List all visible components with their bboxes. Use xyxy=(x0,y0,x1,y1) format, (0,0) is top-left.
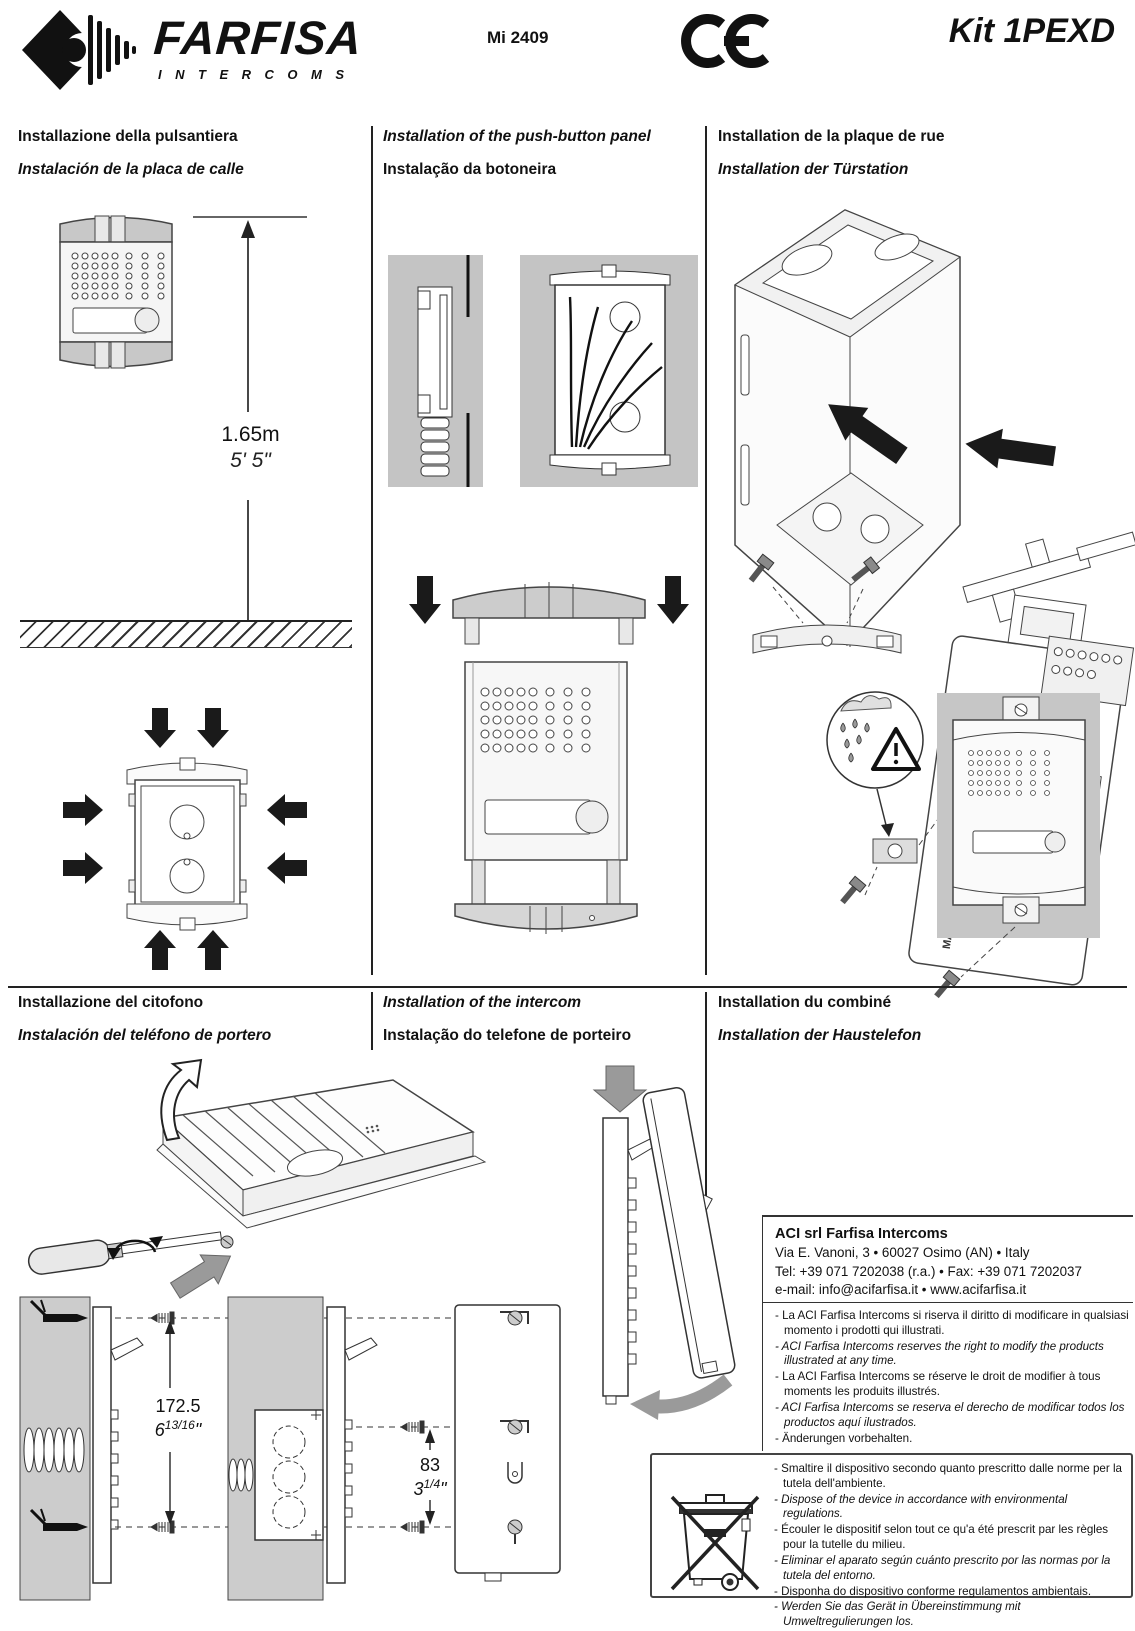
fixing-imperial: $6^{13/16}$" xyxy=(154,1417,202,1440)
height-imperial: 5' 5" xyxy=(230,449,271,473)
legal-note-en: - ACI Farfisa Intercoms reserves the right to modify the products illustrated at any time. xyxy=(775,1339,1104,1368)
company-email-web: e-mail: info@acifarfisa.it • www.acifarfisa.it xyxy=(775,1282,1027,1298)
farfisa-logo-icon xyxy=(22,10,140,90)
disposal-note-it: - Smaltire il dispositivo secondo quanto prescritto dalle norme per la tutela dell'ambiente. xyxy=(774,1462,1122,1490)
mounting-height-label xyxy=(193,422,308,475)
section2-col1-heading xyxy=(18,994,363,1044)
heading-de: Installation der Türstation xyxy=(718,161,909,179)
screwdriver-illustration xyxy=(27,1223,223,1276)
hole-distance-label xyxy=(385,1455,475,1500)
section1-col3-heading xyxy=(718,128,1118,178)
intercom-cover-tilted xyxy=(642,1085,744,1379)
flush-box-side-view xyxy=(388,255,483,487)
down-arrow-icon xyxy=(594,1066,646,1112)
hole-imperial: $3^{1/4}$" xyxy=(413,1476,447,1499)
section1-col1-heading xyxy=(18,128,363,178)
disposal-box xyxy=(650,1453,1133,1629)
cover-insert-diagram xyxy=(405,556,693,652)
heading-fr: Installation du combiné xyxy=(718,994,892,1011)
brand-subtitle: INTERCOMS xyxy=(158,67,358,82)
wheelie-bin-icon xyxy=(670,1483,762,1591)
column-divider-1 xyxy=(371,126,373,975)
section1-col2-heading xyxy=(383,128,698,178)
swing-arrow-icon xyxy=(652,1380,728,1406)
heading-en: Installation of the push-button panel xyxy=(383,128,651,145)
intercom-open-diagram xyxy=(15,1058,485,1286)
document-code: Mi 2409 xyxy=(487,28,549,47)
brand-name: FARFISA xyxy=(152,11,364,64)
legal-note-it: - La ACI Farfisa Intercoms si riserva il diritto di modificare in qualsiasi momento i prodotti qui illustrati. xyxy=(775,1309,1129,1337)
company-address: Via E. Vanoni, 3 • 60027 Osimo (AN) • Italy xyxy=(775,1245,1030,1261)
down-arrow-icon xyxy=(657,576,689,624)
warning-icon xyxy=(827,692,923,788)
fixing-metric: 172.5 xyxy=(155,1396,201,1416)
front-panel-assembly xyxy=(440,654,655,942)
legal-note-es: - ACI Farfisa Intercoms se reserva el derecho de modificar todos los productos aquí ilustrados. xyxy=(775,1400,1125,1429)
disposal-note-fr: - Écouler le dispositif selon tout ce qu'a été prescrit par les règles pour la tutelle du milieu. xyxy=(774,1523,1109,1552)
column-divider-2 xyxy=(705,126,707,975)
heading-en: Installation of the intercom xyxy=(383,994,582,1011)
back-box-exploded-view xyxy=(715,195,1135,985)
intercom-back-plate xyxy=(455,1305,560,1581)
kit-title: Kit 1PEXD xyxy=(948,12,1115,50)
disposal-note-en: - Dispose of the device in accordance with environmental regulations. xyxy=(774,1492,1068,1521)
height-metric: 1.65m xyxy=(221,423,280,446)
disposal-note-pt: - Disponha do dispositivo conforme regulamentos ambientais. xyxy=(774,1584,1092,1598)
heading-it: Installazione del citofono xyxy=(18,994,204,1011)
door-panel-illustration xyxy=(55,208,177,376)
company-phone-fax: Tel: +39 071 7202038 (r.a.) • Fax: +39 071 7202037 xyxy=(775,1263,1082,1279)
heading-es: Instalación del teléfono de portero xyxy=(18,1027,272,1045)
contact-box xyxy=(762,1215,1133,1305)
legal-notes xyxy=(762,1302,1133,1451)
column-divider-3 xyxy=(371,992,373,1050)
fixing-distance-label xyxy=(123,1396,233,1441)
disposal-notes xyxy=(774,1462,1126,1631)
heading-it: Installazione della pulsantiera xyxy=(18,128,238,145)
heading-pt: Instalação da botoneira xyxy=(383,161,557,179)
section2-col3-heading xyxy=(718,994,1118,1044)
intercom-hook-on-diagram xyxy=(560,1058,765,1418)
legal-note-de: - Änderungen vorbehalten. xyxy=(775,1431,913,1445)
disposal-note-de: - Werden Sie das Gerät in Übereinstimmung mit Umweltregulierungen los. xyxy=(774,1600,1021,1629)
hole-metric: 83 xyxy=(419,1455,441,1475)
heading-es: Instalación de la placa de calle xyxy=(18,161,244,179)
farfisa-logo xyxy=(22,10,362,90)
company-name: ACI srl Farfisa Intercoms xyxy=(775,1226,948,1242)
flush-box-press-diagram xyxy=(45,690,325,988)
section-divider-rule xyxy=(8,986,1127,988)
disposal-note-es: - Eliminar el aparato según cuánto prescrito por las normas por la tutela del entorno. xyxy=(774,1553,1111,1582)
legal-note-fr: - La ACI Farfisa Intercoms se réserve le droit de modifier à tous moments les produits illustrés. xyxy=(775,1370,1101,1399)
ce-mark-icon xyxy=(676,14,768,68)
mounting-dimensions-diagram xyxy=(15,1290,560,1600)
heading-pt: Instalação do telefone de porteiro xyxy=(383,1027,632,1045)
heading-de: Installation der Haustelefon xyxy=(718,1027,922,1045)
down-arrow-icon xyxy=(409,576,441,624)
heading-fr: Installation de la plaque de rue xyxy=(718,128,945,145)
section2-col2-heading xyxy=(383,994,698,1044)
flush-box-cables-view xyxy=(520,255,698,487)
insert-arrow-icon xyxy=(963,424,1058,476)
ground-hatch xyxy=(20,620,352,648)
